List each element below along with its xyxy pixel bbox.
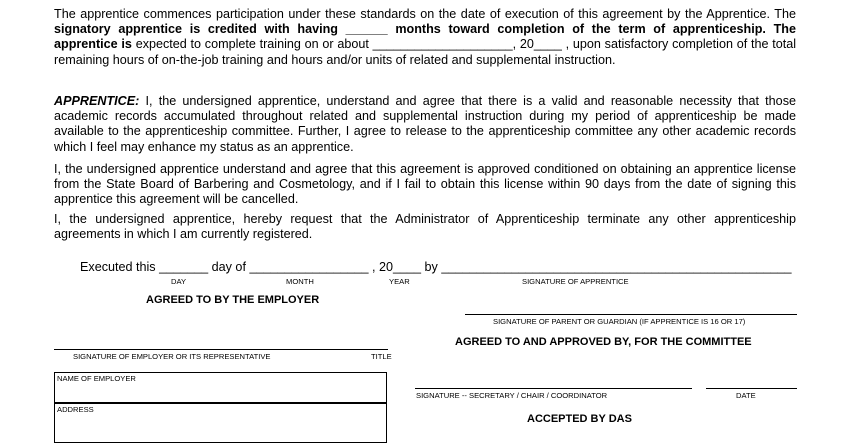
committee-date-label: DATE bbox=[736, 391, 756, 400]
paragraph-license bbox=[54, 162, 796, 208]
year-label: YEAR bbox=[389, 277, 410, 286]
paragraph-terminate bbox=[54, 212, 796, 242]
license-text: I, the undersigned apprentice understand and agree that this agreement is approved conditioned on obtaining an apprentice license from the State Board of Barbering and Cosmetology, and if I fail to obtain this license within 90 days from the date of signing this apprentice this agreement will be cancelled. bbox=[54, 162, 796, 207]
title-label: TITLE bbox=[371, 352, 392, 361]
employer-address-label: ADDRESS bbox=[57, 405, 94, 414]
commencement-text-2: expected to complete training on or about ____________________, 20____ , upon satisfactory completion of the total remaining hours of on-the-job training and hours and/or units of related and supplemental instruction. bbox=[54, 37, 796, 67]
employer-name-label: NAME OF EMPLOYER bbox=[57, 374, 136, 383]
commencement-text-1: The apprentice commences participation under these standards on the date of execution of this agreement by the Apprentice. The bbox=[54, 7, 796, 21]
committee-signature-line[interactable] bbox=[415, 388, 692, 389]
committee-date-line[interactable] bbox=[706, 388, 797, 389]
employer-heading: AGREED TO BY THE EMPLOYER bbox=[146, 294, 320, 306]
commencement-credited-text: signatory apprentice is credited with having ______ months toward completion of the term of apprenticeship. The apprentice is bbox=[54, 22, 796, 52]
terminate-text: I, the undersigned apprentice, hereby request that the Administrator of Apprenticeship terminate any other apprenticeship agreements in which I am currently registered. bbox=[54, 212, 796, 242]
signature-apprentice-label: SIGNATURE OF APPRENTICE bbox=[522, 277, 629, 286]
committee-heading: AGREED TO AND APPROVED BY, FOR THE COMMITTEE bbox=[455, 336, 752, 348]
apprentice-records-text: I, the undersigned apprentice, understand and agree that there is a valid and reasonable necessity that those academic records accumulated throughout related and supplemental instruction during my period of apprenticeship be made available to the apprenticeship committee. Further, I agree to release to the apprenticeship committee any other academic records which I feel may enhance my status as an apprentice. bbox=[54, 94, 796, 154]
paragraph-commencement bbox=[54, 7, 796, 68]
employer-signature-label: SIGNATURE OF EMPLOYER OR ITS REPRESENTATIVE bbox=[73, 352, 271, 361]
guardian-signature-line[interactable] bbox=[465, 314, 797, 315]
committee-signature-label: SIGNATURE -- SECRETARY / CHAIR / COORDINATOR bbox=[416, 391, 608, 400]
paragraph-apprentice-records bbox=[54, 94, 796, 155]
employer-address-field[interactable] bbox=[54, 403, 387, 443]
apprentice-label: APPRENTICE: bbox=[54, 94, 140, 108]
employer-name-field[interactable] bbox=[54, 372, 387, 403]
guardian-signature-label: SIGNATURE OF PARENT OR GUARDIAN (IF APPRENTICE IS 16 OR 17) bbox=[493, 317, 746, 326]
month-label: MONTH bbox=[286, 277, 314, 286]
executed-line[interactable]: Executed this _______ day of _________________ , 20____ by __________________________________________________ bbox=[80, 260, 792, 274]
das-heading: ACCEPTED BY DAS bbox=[527, 413, 632, 425]
day-label: DAY bbox=[171, 277, 187, 286]
employer-signature-line[interactable] bbox=[54, 349, 388, 350]
